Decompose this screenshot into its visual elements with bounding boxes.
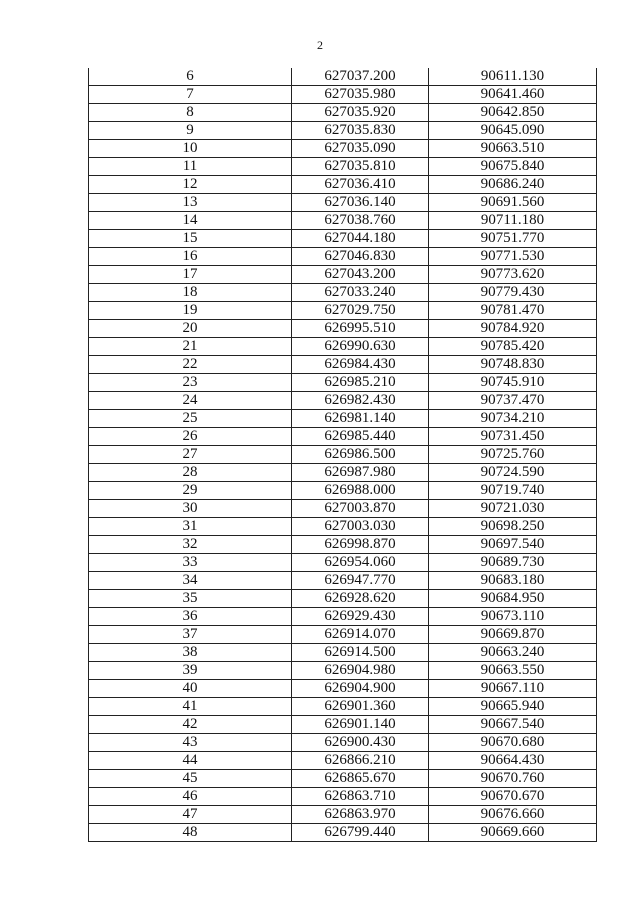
x-coordinate-cell: 627036.410 (292, 176, 429, 194)
x-coordinate-cell: 627035.980 (292, 86, 429, 104)
table-row (89, 716, 597, 734)
y-coordinate-cell: 90665.940 (429, 698, 597, 716)
x-coordinate-cell: 626904.980 (292, 662, 429, 680)
x-coordinate-cell: 627035.830 (292, 122, 429, 140)
x-coordinate-cell: 626995.510 (292, 320, 429, 338)
point-number-cell: 27 (89, 446, 292, 464)
point-number-cell: 24 (89, 392, 292, 410)
y-coordinate-cell: 90737.470 (429, 392, 597, 410)
point-number-cell: 21 (89, 338, 292, 356)
y-coordinate-cell: 90669.870 (429, 626, 597, 644)
y-coordinate-cell: 90745.910 (429, 374, 597, 392)
y-coordinate-cell: 90684.950 (429, 590, 597, 608)
x-coordinate-cell: 626901.140 (292, 716, 429, 734)
table-row (89, 302, 597, 320)
y-coordinate-cell: 90689.730 (429, 554, 597, 572)
point-number-cell: 7 (89, 86, 292, 104)
x-coordinate-cell: 626988.000 (292, 482, 429, 500)
point-number-cell: 31 (89, 518, 292, 536)
point-number-cell: 34 (89, 572, 292, 590)
y-coordinate-cell: 90771.530 (429, 248, 597, 266)
x-coordinate-cell: 626998.870 (292, 536, 429, 554)
table-row (89, 356, 597, 374)
table-row (89, 176, 597, 194)
point-number-cell: 39 (89, 662, 292, 680)
point-number-cell: 18 (89, 284, 292, 302)
x-coordinate-cell: 626799.440 (292, 824, 429, 842)
y-coordinate-cell: 90725.760 (429, 446, 597, 464)
table-row (89, 266, 597, 284)
y-coordinate-cell: 90670.670 (429, 788, 597, 806)
x-coordinate-cell: 627035.810 (292, 158, 429, 176)
y-coordinate-cell: 90663.510 (429, 140, 597, 158)
y-coordinate-cell: 90663.240 (429, 644, 597, 662)
table-row (89, 122, 597, 140)
table-row (89, 770, 597, 788)
point-number-cell: 13 (89, 194, 292, 212)
point-number-cell: 29 (89, 482, 292, 500)
point-number-cell: 10 (89, 140, 292, 158)
table-row (89, 464, 597, 482)
y-coordinate-cell: 90784.920 (429, 320, 597, 338)
x-coordinate-cell: 627036.140 (292, 194, 429, 212)
table-row (89, 824, 597, 842)
coordinates-table (88, 68, 597, 842)
x-coordinate-cell: 626954.060 (292, 554, 429, 572)
table-row (89, 446, 597, 464)
x-coordinate-cell: 626985.440 (292, 428, 429, 446)
table-row (89, 590, 597, 608)
point-number-cell: 17 (89, 266, 292, 284)
table-row (89, 608, 597, 626)
x-coordinate-cell: 626986.500 (292, 446, 429, 464)
x-coordinate-cell: 626981.140 (292, 410, 429, 428)
x-coordinate-cell: 626900.430 (292, 734, 429, 752)
table-row (89, 806, 597, 824)
table-row (89, 788, 597, 806)
x-coordinate-cell: 626982.430 (292, 392, 429, 410)
x-coordinate-cell: 627003.030 (292, 518, 429, 536)
point-number-cell: 19 (89, 302, 292, 320)
point-number-cell: 11 (89, 158, 292, 176)
y-coordinate-cell: 90611.130 (429, 68, 597, 86)
y-coordinate-cell: 90645.090 (429, 122, 597, 140)
y-coordinate-cell: 90667.110 (429, 680, 597, 698)
point-number-cell: 6 (89, 68, 292, 86)
table-row (89, 518, 597, 536)
x-coordinate-cell: 627037.200 (292, 68, 429, 86)
point-number-cell: 16 (89, 248, 292, 266)
table-row (89, 230, 597, 248)
point-number-cell: 42 (89, 716, 292, 734)
table-row (89, 536, 597, 554)
point-number-cell: 15 (89, 230, 292, 248)
point-number-cell: 26 (89, 428, 292, 446)
point-number-cell: 37 (89, 626, 292, 644)
point-number-cell: 20 (89, 320, 292, 338)
x-coordinate-cell: 626901.360 (292, 698, 429, 716)
table-row (89, 86, 597, 104)
y-coordinate-cell: 90691.560 (429, 194, 597, 212)
table-row (89, 644, 597, 662)
table-row (89, 68, 597, 86)
table-row (89, 500, 597, 518)
x-coordinate-cell: 627033.240 (292, 284, 429, 302)
x-coordinate-cell: 626929.430 (292, 608, 429, 626)
table-row (89, 392, 597, 410)
table-row (89, 572, 597, 590)
x-coordinate-cell: 627043.200 (292, 266, 429, 284)
y-coordinate-cell: 90731.450 (429, 428, 597, 446)
y-coordinate-cell: 90670.680 (429, 734, 597, 752)
table-row (89, 410, 597, 428)
table-row (89, 482, 597, 500)
coordinates-table-body (89, 68, 597, 842)
table-row (89, 428, 597, 446)
x-coordinate-cell: 626985.210 (292, 374, 429, 392)
x-coordinate-cell: 627044.180 (292, 230, 429, 248)
point-number-cell: 45 (89, 770, 292, 788)
y-coordinate-cell: 90785.420 (429, 338, 597, 356)
x-coordinate-cell: 626866.210 (292, 752, 429, 770)
x-coordinate-cell: 627029.750 (292, 302, 429, 320)
point-number-cell: 47 (89, 806, 292, 824)
y-coordinate-cell: 90748.830 (429, 356, 597, 374)
x-coordinate-cell: 626914.500 (292, 644, 429, 662)
x-coordinate-cell: 627003.870 (292, 500, 429, 518)
table-row (89, 158, 597, 176)
table-row (89, 140, 597, 158)
x-coordinate-cell: 627035.090 (292, 140, 429, 158)
y-coordinate-cell: 90642.850 (429, 104, 597, 122)
y-coordinate-cell: 90781.470 (429, 302, 597, 320)
y-coordinate-cell: 90670.760 (429, 770, 597, 788)
point-number-cell: 14 (89, 212, 292, 230)
page-number: 2 (317, 38, 323, 52)
y-coordinate-cell: 90773.620 (429, 266, 597, 284)
table-row (89, 248, 597, 266)
x-coordinate-cell: 626984.430 (292, 356, 429, 374)
y-coordinate-cell: 90641.460 (429, 86, 597, 104)
y-coordinate-cell: 90711.180 (429, 212, 597, 230)
x-coordinate-cell: 627046.830 (292, 248, 429, 266)
x-coordinate-cell: 627035.920 (292, 104, 429, 122)
y-coordinate-cell: 90724.590 (429, 464, 597, 482)
point-number-cell: 35 (89, 590, 292, 608)
point-number-cell: 38 (89, 644, 292, 662)
x-coordinate-cell: 626865.670 (292, 770, 429, 788)
table-row (89, 320, 597, 338)
y-coordinate-cell: 90676.660 (429, 806, 597, 824)
point-number-cell: 40 (89, 680, 292, 698)
point-number-cell: 12 (89, 176, 292, 194)
table-row (89, 752, 597, 770)
y-coordinate-cell: 90669.660 (429, 824, 597, 842)
y-coordinate-cell: 90675.840 (429, 158, 597, 176)
point-number-cell: 28 (89, 464, 292, 482)
table-row (89, 104, 597, 122)
point-number-cell: 23 (89, 374, 292, 392)
x-coordinate-cell: 626987.980 (292, 464, 429, 482)
point-number-cell: 41 (89, 698, 292, 716)
table-row (89, 212, 597, 230)
table-row (89, 338, 597, 356)
table-row (89, 680, 597, 698)
table-row (89, 554, 597, 572)
y-coordinate-cell: 90663.550 (429, 662, 597, 680)
point-number-cell: 33 (89, 554, 292, 572)
table-row (89, 698, 597, 716)
point-number-cell: 8 (89, 104, 292, 122)
point-number-cell: 22 (89, 356, 292, 374)
point-number-cell: 36 (89, 608, 292, 626)
y-coordinate-cell: 90719.740 (429, 482, 597, 500)
y-coordinate-cell: 90664.430 (429, 752, 597, 770)
point-number-cell: 9 (89, 122, 292, 140)
x-coordinate-cell: 626928.620 (292, 590, 429, 608)
point-number-cell: 25 (89, 410, 292, 428)
x-coordinate-cell: 626863.710 (292, 788, 429, 806)
y-coordinate-cell: 90697.540 (429, 536, 597, 554)
x-coordinate-cell: 626904.900 (292, 680, 429, 698)
table-row (89, 194, 597, 212)
table-row (89, 662, 597, 680)
point-number-cell: 48 (89, 824, 292, 842)
point-number-cell: 46 (89, 788, 292, 806)
x-coordinate-cell: 627038.760 (292, 212, 429, 230)
x-coordinate-cell: 626947.770 (292, 572, 429, 590)
y-coordinate-cell: 90698.250 (429, 518, 597, 536)
point-number-cell: 30 (89, 500, 292, 518)
x-coordinate-cell: 626863.970 (292, 806, 429, 824)
y-coordinate-cell: 90667.540 (429, 716, 597, 734)
table-row (89, 734, 597, 752)
y-coordinate-cell: 90751.770 (429, 230, 597, 248)
y-coordinate-cell: 90686.240 (429, 176, 597, 194)
x-coordinate-cell: 626914.070 (292, 626, 429, 644)
y-coordinate-cell: 90673.110 (429, 608, 597, 626)
y-coordinate-cell: 90683.180 (429, 572, 597, 590)
y-coordinate-cell: 90734.210 (429, 410, 597, 428)
table-row (89, 626, 597, 644)
point-number-cell: 44 (89, 752, 292, 770)
table-row (89, 374, 597, 392)
table-row (89, 284, 597, 302)
x-coordinate-cell: 626990.630 (292, 338, 429, 356)
point-number-cell: 43 (89, 734, 292, 752)
y-coordinate-cell: 90779.430 (429, 284, 597, 302)
point-number-cell: 32 (89, 536, 292, 554)
y-coordinate-cell: 90721.030 (429, 500, 597, 518)
